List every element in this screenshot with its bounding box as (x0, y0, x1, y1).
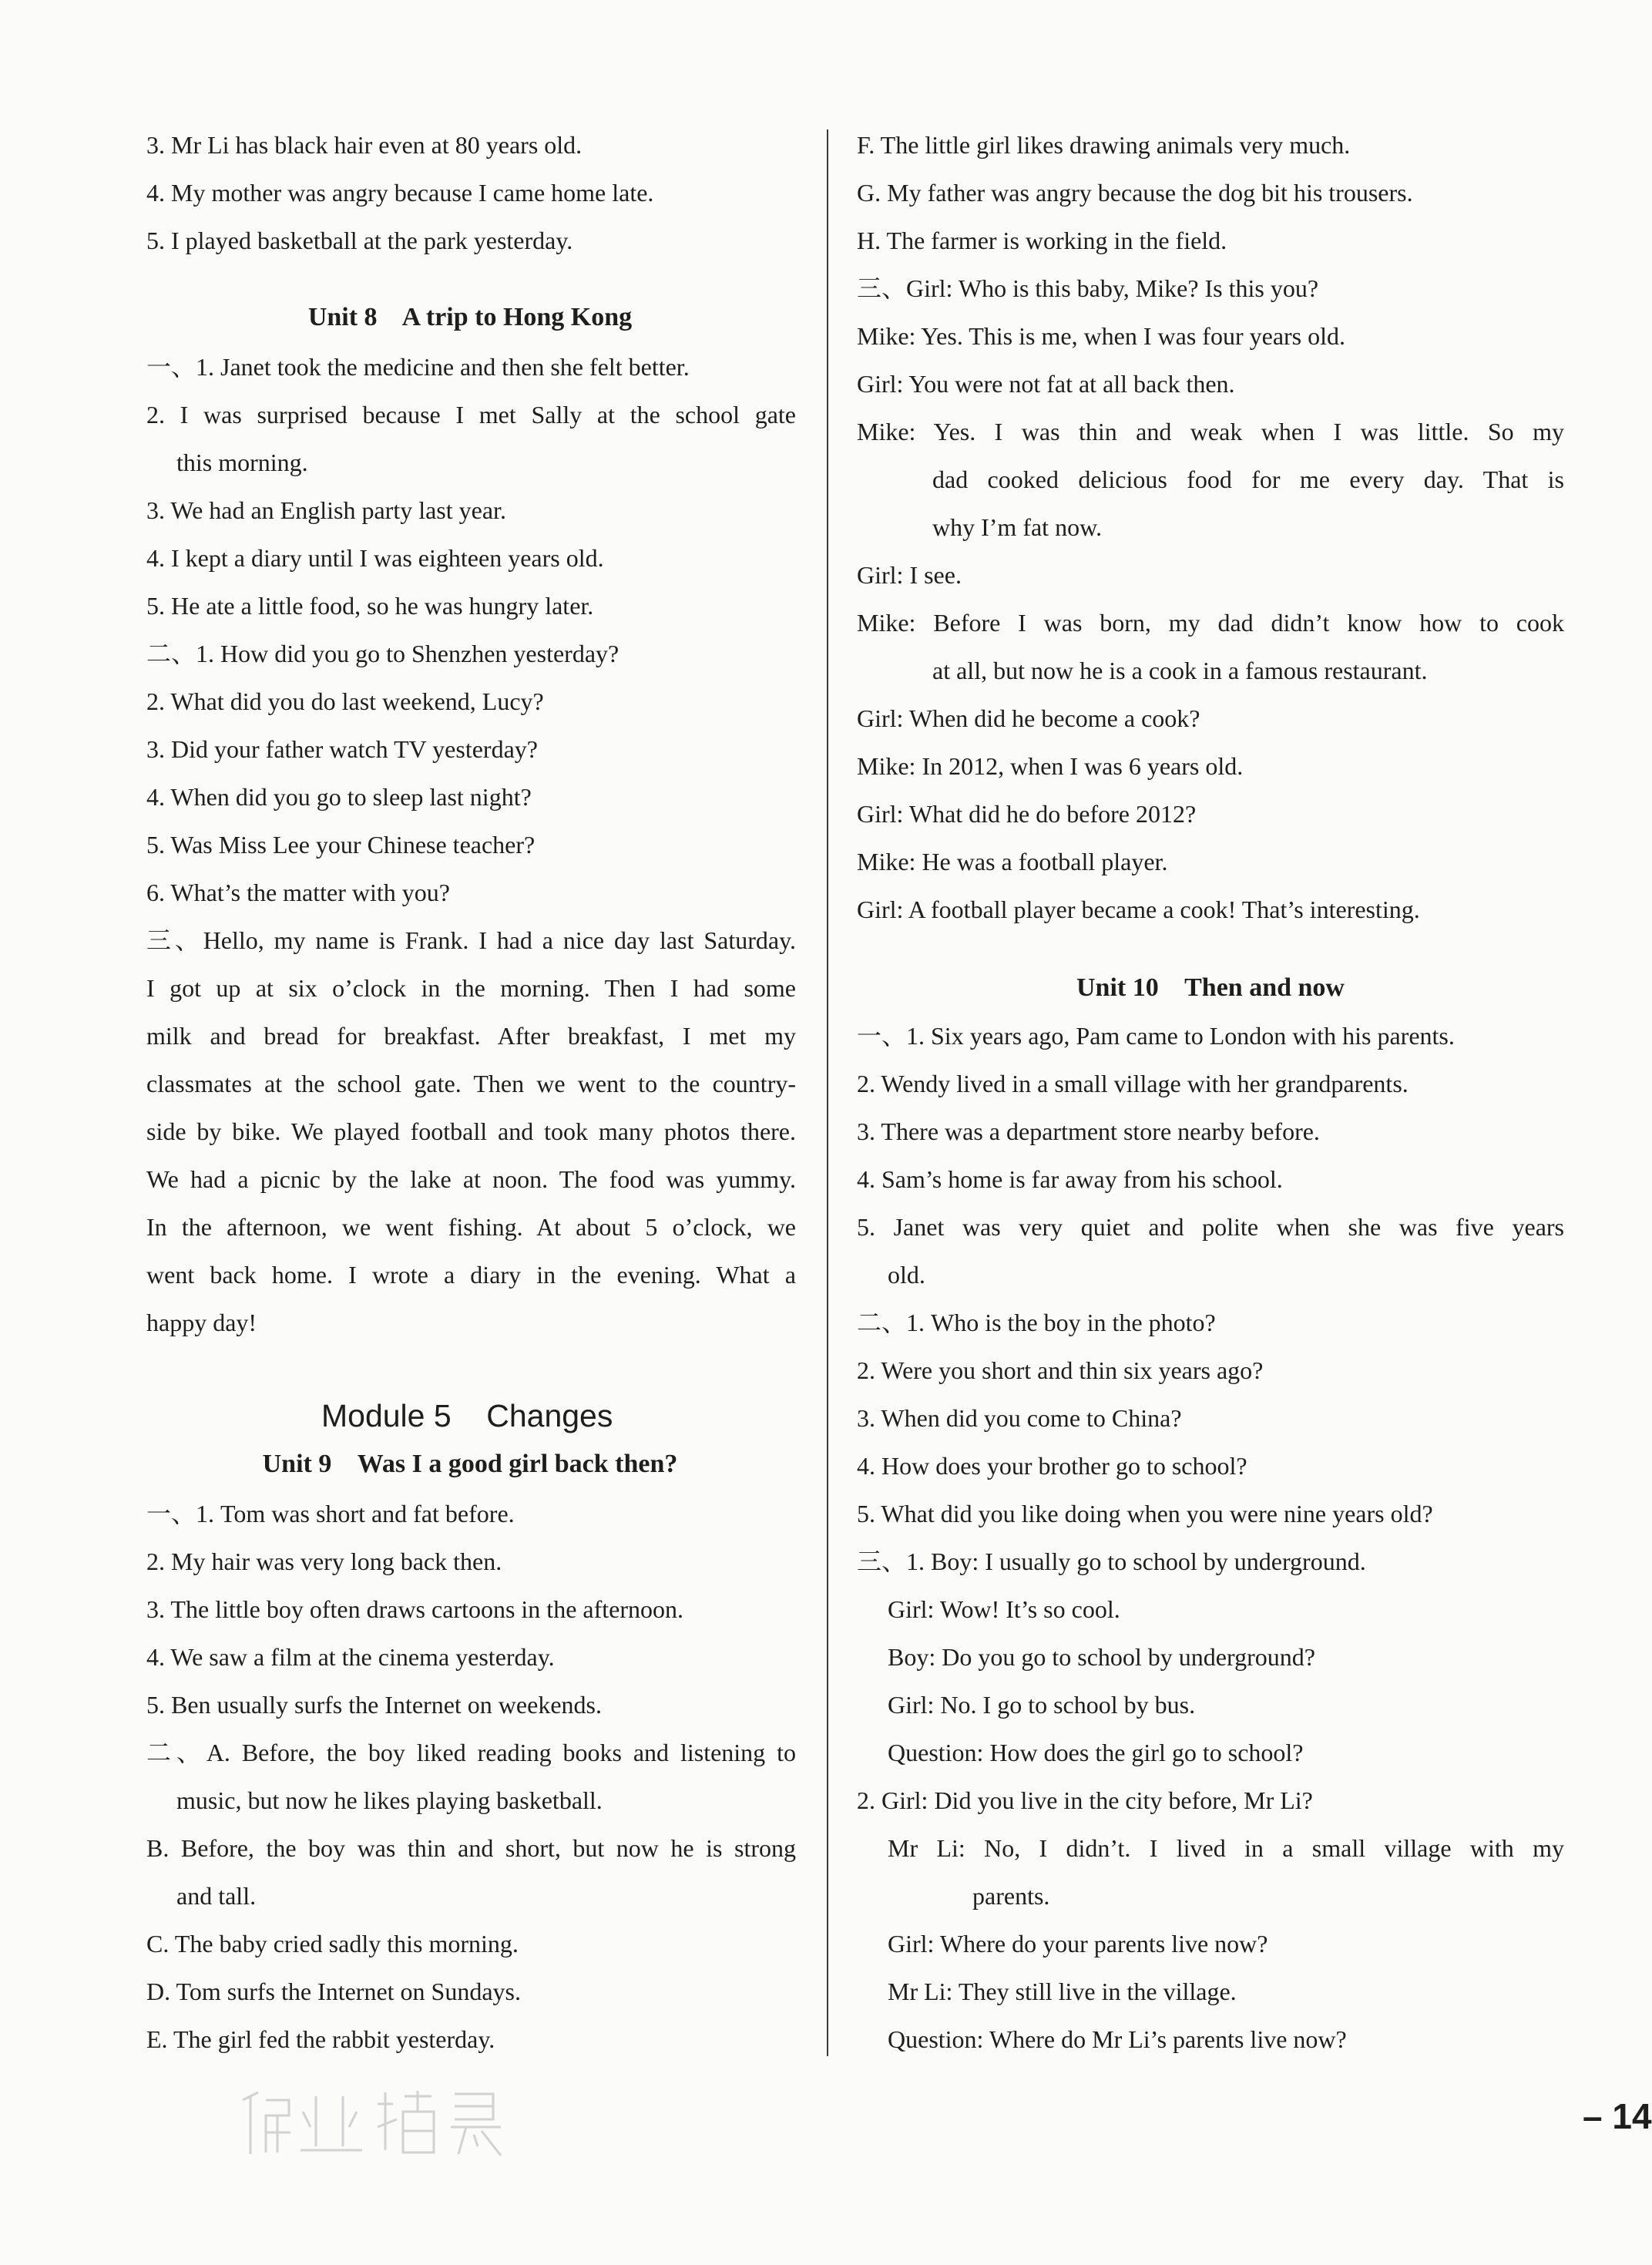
answer-line: 5. What did you like doing when you were nine years old? (857, 1500, 1433, 1527)
answer-line: 一、1. Tom was short and fat before. (146, 1500, 515, 1527)
column-divider (827, 129, 828, 2056)
answer-line: 5. Was Miss Lee your Chinese teacher? (146, 831, 536, 859)
passage-line: I got up at six o’clock in the morning. Then I had some (146, 974, 796, 1002)
unit10-heading: Unit 10 Then and now (1076, 973, 1345, 1002)
dialogue-line: Mike: He was a football player. (857, 848, 1168, 875)
answer-line: F. The little girl likes drawing animals very much. (857, 131, 1351, 159)
passage-line: side by bike. We played football and took many photos there. (146, 1117, 796, 1145)
dialogue-line: Girl: A football player became a cook! That’s interesting. (857, 896, 1420, 923)
answer-line: Mr Li: No, I didn’t. I lived in a small village with my (888, 1834, 1564, 1862)
answer-line: 2. My hair was very long back then. (146, 1548, 502, 1575)
answer-line: 3. There was a department store nearby before. (857, 1117, 1320, 1145)
answer-line: Girl: Wow! It’s so cool. (888, 1595, 1120, 1623)
answer-line: 3. We had an English party last year. (146, 496, 506, 524)
dialogue-line: Girl: I see. (857, 561, 962, 589)
answer-line: 5. Ben usually surfs the Internet on weekends. (146, 1691, 602, 1719)
watermark-logo (235, 2085, 512, 2162)
dialogue-line: Mike: Yes. This is me, when I was four years old. (857, 322, 1346, 350)
answer-line: B. Before, the boy was thin and short, but now he is strong (146, 1834, 796, 1862)
answer-line: 一、1. Janet took the medicine and then she felt better. (146, 353, 690, 381)
answer-line: 3. When did you come to China? (857, 1404, 1182, 1432)
answer-line: 一、1. Six years ago, Pam came to London with his parents. (857, 1022, 1455, 1050)
answer-line: and tall. (176, 1882, 257, 1910)
dialogue-line: Mike: In 2012, when I was 6 years old. (857, 752, 1244, 780)
dialogue-line: at all, but now he is a cook in a famous restaurant. (932, 657, 1428, 684)
answer-line: 二、A. Before, the boy liked reading books and listening to (146, 1739, 796, 1766)
dialogue-line: 三、Girl: Who is this baby, Mike? Is this you? (857, 274, 1319, 302)
answer-line: 3. Did your father watch TV yesterday? (146, 735, 538, 763)
answer-line: D. Tom surfs the Internet on Sundays. (146, 1978, 521, 2005)
answer-line: music, but now he likes playing basketball. (176, 1786, 603, 1814)
answer-line: Question: Where do Mr Li’s parents live now? (888, 2025, 1347, 2053)
passage-line: 三、Hello, my name is Frank. I had a nice day last Saturday. (146, 926, 796, 954)
answer-line: 5. Janet was very quiet and polite when she was five years (857, 1213, 1564, 1241)
answer-line: C. The baby cried sadly this morning. (146, 1930, 519, 1958)
passage-line: In the afternoon, we went fishing. At about 5 o’clock, we (146, 1213, 796, 1241)
answer-line: old. (888, 1261, 925, 1289)
page-number: – 14 (1583, 2096, 1652, 2136)
answer-line: E. The girl fed the rabbit yesterday. (146, 2025, 495, 2053)
dialogue-line: Girl: When did he become a cook? (857, 704, 1200, 732)
answer-line: 4. How does your brother go to school? (857, 1452, 1247, 1480)
answer-line: Girl: No. I go to school by bus. (888, 1691, 1196, 1719)
passage-line: classmates at the school gate. Then we went to the country- (146, 1070, 796, 1097)
answer-line: 3. Mr Li has black hair even at 80 years old. (146, 131, 583, 159)
dialogue-line: Mike: Yes. I was thin and weak when I was little. So my (857, 418, 1564, 445)
passage-line: We had a picnic by the lake at noon. The food was yummy. (146, 1165, 796, 1193)
answer-line: 5. I played basketball at the park yesterday. (146, 227, 573, 254)
answer-line: 4. We saw a film at the cinema yesterday. (146, 1643, 555, 1671)
answer-line: 4. I kept a diary until I was eighteen years old. (146, 544, 604, 572)
answer-line: this morning. (176, 449, 308, 476)
answer-line: 2. What did you do last weekend, Lucy? (146, 687, 544, 715)
passage-line: went back home. I wrote a diary in the evening. What a (146, 1261, 796, 1289)
answer-line: 4. When did you go to sleep last night? (146, 783, 532, 811)
unit9-heading: Unit 9 Was I a good girl back then? (262, 1450, 678, 1478)
answer-line: 2. Girl: Did you live in the city before, Mr Li? (857, 1786, 1313, 1814)
answer-line: 4. My mother was angry because I came home late. (146, 179, 654, 207)
answer-line: 2. Were you short and thin six years ago? (857, 1356, 1264, 1384)
dialogue-line: Mike: Before I was born, my dad didn’t know how to cook (857, 609, 1564, 637)
unit8-heading: Unit 8 A trip to Hong Kong (307, 303, 633, 331)
passage-line: milk and bread for breakfast. After breakfast, I met my (146, 1022, 796, 1050)
answer-line: 二、1. How did you go to Shenzhen yesterday? (146, 640, 620, 667)
passage-line: happy day! (146, 1309, 257, 1336)
answer-line: Question: How does the girl go to school? (888, 1739, 1304, 1766)
dialogue-line: why I’m fat now. (932, 513, 1103, 541)
answer-line: Girl: Where do your parents live now? (888, 1930, 1268, 1958)
answer-line: 5. He ate a little food, so he was hungry later. (146, 592, 594, 620)
answer-line: parents. (972, 1882, 1050, 1910)
dialogue-line: dad cooked delicious food for me every day. That is (932, 465, 1564, 493)
answer-line: 6. What’s the matter with you? (146, 879, 450, 906)
answer-line: 二、1. Who is the boy in the photo? (857, 1309, 1216, 1336)
answer-line: 三、1. Boy: I usually go to school by underground. (857, 1548, 1366, 1575)
module-title: Module 5 Changes (321, 1398, 613, 1433)
answer-line: H. The farmer is working in the field. (857, 227, 1227, 254)
dialogue-line: Girl: What did he do before 2012? (857, 800, 1197, 828)
answer-line: 2. Wendy lived in a small village with her grandparents. (857, 1070, 1409, 1097)
answer-line: 3. The little boy often draws cartoons in the afternoon. (146, 1595, 683, 1623)
answer-line: 2. I was surprised because I met Sally at the school gate (146, 401, 796, 428)
answer-line: G. My father was angry because the dog bit his trousers. (857, 179, 1413, 207)
answer-line: 4. Sam’s home is far away from his school. (857, 1165, 1283, 1193)
dialogue-line: Girl: You were not fat at all back then. (857, 370, 1235, 398)
answer-line: Mr Li: They still live in the village. (888, 1978, 1237, 2005)
answer-line: Boy: Do you go to school by underground? (888, 1643, 1315, 1671)
